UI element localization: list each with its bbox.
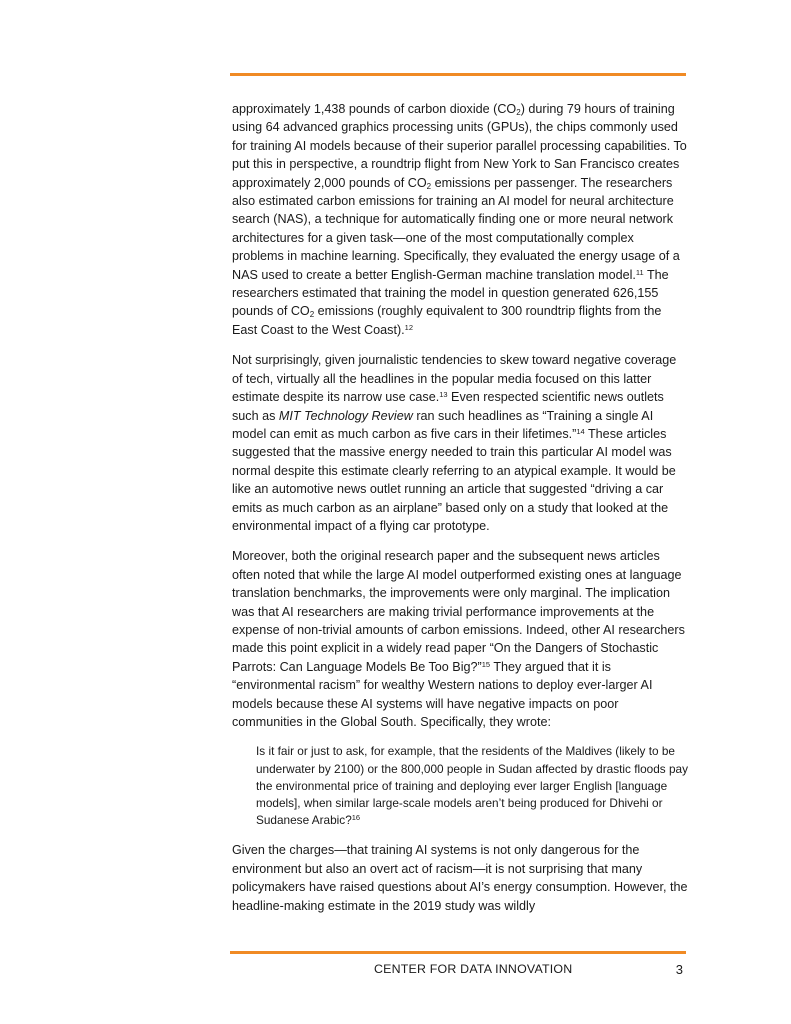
paragraph-2: Not surprisingly, given journalistic tendencies to skew toward negative coverage of tech, virtually all the headlines in the popular media focused on this latter estimate despite its narrow use case.$^{13}$ Even respected scientific news outlets such as MIT Technology Review ran such headlines as “Training a single AI model can emit as much carbon as five cars in their lifetimes.”$^{14}$ These articles suggested that the massive energy needed to train this particular AI model was normal despite this estimate clearly referring to an atypical example. It would be like an automotive news outlet running an article that suggested “driving a car emits as much carbon as an airplane” based only on a study that looked at the environmental impact of a flying car prototype. <box>232 353 677 533</box>
footnote-ref[interactable]: 16 <box>351 813 361 823</box>
footnote-ref[interactable]: 13 <box>439 390 448 400</box>
footer-organization: CENTER FOR DATA INNOVATION <box>374 962 573 976</box>
footnote-ref[interactable]: 15 <box>481 659 491 669</box>
paragraph-3: Moreover, both the original research paper and the subsequent news articles often noted that while the large AI model outperformed existing ones at language translation benchmarks, the improvements were only marginal. The implication was that AI researchers are making trivial performance improvements at the expense of non-trivial amounts of carbon emissions. Indeed, other AI researchers made this point explicit in a widely read paper “On the Dangers of Stochastic Parrots: Can Language Models Be Too Big?”$^{15}$ They argued that it is “environmental racism” for wealthy Western nations to deploy ever-larger AI models because these AI systems will have negative impacts on poor communities in the Global South. Specifically, they wrote: <box>232 549 685 729</box>
paragraph-4: Given the charges—that training AI systems is not only dangerous for the environment but also an overt act of racism—it is not surprising that many policymakers have raised questions about AI’s energy consumption. However, the headline-making estimate in the 2019 study was wildly <box>232 843 688 913</box>
footer-rule <box>230 951 686 954</box>
footnote-ref[interactable]: 14 <box>576 426 585 436</box>
body-text <box>232 100 688 927</box>
header-rule <box>230 73 686 76</box>
paragraph-1: approximately 1,438 pounds of carbon dioxide $(CO_2)$ during 79 hours of training using 64 advanced graphics processing units (GPUs), the chips commonly used for training AI models because of their superior parallel processing capabilities. To put this in perspective, a roundtrip flight from New York to San Francisco creates approximately 2,000 pounds of $CO_2$ emissions per passenger. The researchers also estimated carbon emissions for training an AI model for neural architecture search (NAS), a technique for automatically finding one or more neural network architectures for a given task—one of the most computationally complex problems in machine learning. Specifically, they evaluated the energy usage of a NAS used to create a better English-German machine translation model.$^{11}$ The researchers estimated that training the model in question generated 626,155 pounds of $CO_2$ emissions (roughly equivalent to 300 roundtrip flights from the East Coast to the West Coast).$^{12}$ <box>232 102 687 337</box>
page-number: 3 <box>675 962 683 977</box>
publication-title: MIT Technology Review <box>278 408 413 423</box>
block-quote: Is it fair or just to ask, for example, that the residents of the Maldives (likely to be underwater by 2100) or the 800,000 people in Sudan affected by drastic floods pay the environmental price of training and deploying ever larger English [language models], when similar large-scale models aren’t being produced for Dhivehi or Sudanese Arabic?$^{16}$ <box>256 744 688 828</box>
footnote-ref[interactable]: 11 <box>635 267 644 277</box>
footnote-ref[interactable]: 12 <box>404 322 413 332</box>
page-footer <box>230 962 686 980</box>
